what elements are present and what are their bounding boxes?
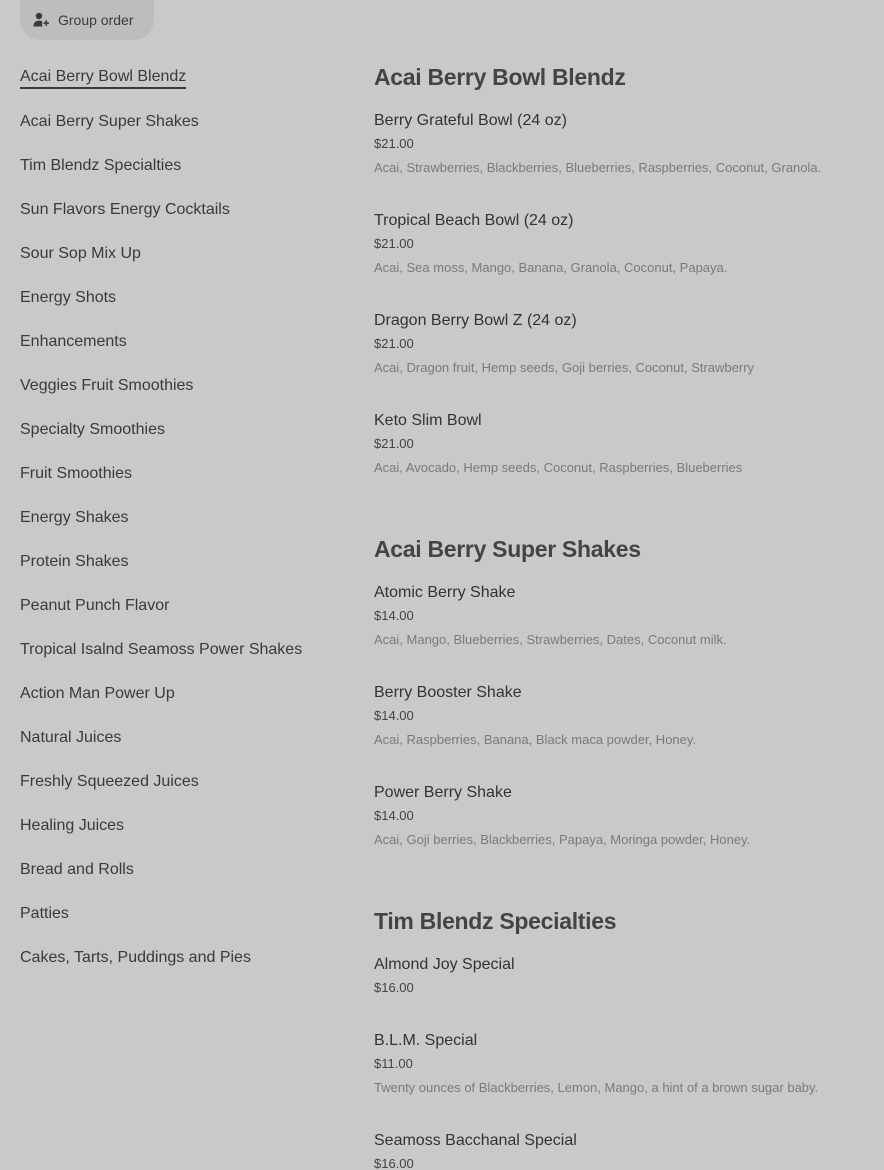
item-price: $14.00 [374, 808, 414, 823]
sidebar-item-fruit-smoothies[interactable] [20, 452, 350, 496]
item-name: Atomic Berry Shake [374, 584, 516, 601]
item-description: Acai, Goji berries, Blackberries, Papaya, Moringa powder, Honey. [374, 832, 751, 847]
item-name: Berry Booster Shake [374, 684, 522, 701]
sidebar-item-energy-shots[interactable] [20, 276, 350, 320]
item-price: $11.00 [374, 1056, 413, 1071]
sidebar-item-label: Tim Blendz Specialties [20, 157, 182, 174]
sidebar-item-label: Acai Berry Bowl Blendz [20, 68, 186, 89]
add-person-icon [32, 11, 50, 29]
sidebar-item-peanut-punch-flavor[interactable] [20, 584, 350, 628]
item-name: Keto Slim Bowl [374, 412, 482, 429]
menu-item[interactable] [374, 583, 874, 648]
section-title: Tim Blendz Specialties [374, 908, 617, 934]
sidebar-item-bread-and-rolls[interactable] [20, 848, 350, 892]
item-description: Acai, Avocado, Hemp seeds, Coconut, Raspberries, Blueberries [374, 460, 743, 475]
sidebar-item-label: Specialty Smoothies [20, 421, 165, 438]
menu-item[interactable] [374, 211, 874, 276]
sidebar-item-label: Fruit Smoothies [20, 465, 133, 482]
sidebar-item-label: Action Man Power Up [20, 685, 175, 702]
group-order-button[interactable] [20, 0, 154, 40]
item-description: Acai, Mango, Blueberries, Strawberries, Dates, Coconut milk. [374, 632, 727, 647]
sidebar-item-protein-shakes[interactable] [20, 540, 350, 584]
sidebar-item-sour-sop-mix-up[interactable] [20, 232, 350, 276]
sidebar-item-acai-berry-bowl-blendz[interactable] [20, 56, 350, 100]
sidebar-item-label: Tropical Isalnd Seamoss Power Shakes [20, 641, 303, 658]
sidebar-item-specialty-smoothies[interactable] [20, 408, 350, 452]
item-name: Almond Joy Special [374, 956, 515, 973]
sidebar-item-label: Cakes, Tarts, Puddings and Pies [20, 949, 251, 966]
section-title: Acai Berry Bowl Blendz [374, 64, 626, 90]
menu-item[interactable] [374, 1031, 874, 1096]
sidebar-item-tim-blendz-specialties[interactable] [20, 144, 350, 188]
sidebar-item-veggies-fruit-smoothies[interactable] [20, 364, 350, 408]
sidebar-item-sun-flavors-energy-cocktails[interactable] [20, 188, 350, 232]
sidebar-item-label: Veggies Fruit Smoothies [20, 377, 194, 394]
sidebar-item-healing-juices[interactable] [20, 804, 350, 848]
sidebar-item-label: Enhancements [20, 333, 127, 350]
sidebar-item-patties[interactable] [20, 892, 350, 936]
item-name: Tropical Beach Bowl (24 oz) [374, 212, 574, 229]
group-order-label: Group order [58, 12, 134, 28]
sidebar-item-energy-shakes[interactable] [20, 496, 350, 540]
item-price: $16.00 [374, 1156, 414, 1170]
sidebar-item-label: Acai Berry Super Shakes [20, 113, 199, 130]
sidebar-item-natural-juices[interactable] [20, 716, 350, 760]
sidebar-item-label: Patties [20, 905, 69, 922]
sidebar-item-label: Protein Shakes [20, 553, 129, 570]
item-description: Acai, Strawberries, Blackberries, Blueberries, Raspberries, Coconut, Granola. [374, 160, 822, 175]
category-sidebar [20, 56, 350, 980]
sidebar-item-label: Peanut Punch Flavor [20, 597, 170, 614]
item-price: $14.00 [374, 708, 414, 723]
menu-item[interactable] [374, 783, 874, 848]
sidebar-item-tropical-island-seamoss-power-shakes[interactable] [20, 628, 350, 672]
item-price: $16.00 [374, 980, 414, 995]
menu-item[interactable] [374, 111, 874, 176]
sidebar-item-label: Sun Flavors Energy Cocktails [20, 201, 230, 218]
item-description: Acai, Sea moss, Mango, Banana, Granola, Coconut, Papaya. [374, 260, 728, 275]
menu-item[interactable] [374, 955, 874, 996]
menu-item[interactable] [374, 1131, 874, 1170]
sidebar-item-freshly-squeezed-juices[interactable] [20, 760, 350, 804]
sidebar-item-label: Bread and Rolls [20, 861, 134, 878]
sidebar-item-label: Healing Juices [20, 817, 125, 834]
item-name: Dragon Berry Bowl Z (24 oz) [374, 312, 577, 329]
menu-item[interactable] [374, 411, 874, 476]
sidebar-item-label: Energy Shots [20, 289, 117, 306]
sidebar-item-label: Natural Juices [20, 729, 122, 746]
item-description: Twenty ounces of Blackberries, Lemon, Mango, a hint of a brown sugar baby. [374, 1080, 819, 1095]
item-name: Power Berry Shake [374, 784, 512, 801]
item-description: Acai, Dragon fruit, Hemp seeds, Goji berries, Coconut, Strawberry [374, 360, 755, 375]
item-price: $21.00 [374, 436, 414, 451]
section-title: Acai Berry Super Shakes [374, 536, 641, 562]
item-price: $21.00 [374, 336, 414, 351]
item-price: $14.00 [374, 608, 414, 623]
item-name: B.L.M. Special [374, 1032, 478, 1049]
item-name: Seamoss Bacchanal Special [374, 1132, 577, 1149]
item-name: Berry Grateful Bowl (24 oz) [374, 112, 567, 129]
sidebar-item-label: Sour Sop Mix Up [20, 245, 141, 262]
menu-item[interactable] [374, 683, 874, 748]
item-price: $21.00 [374, 236, 414, 251]
sidebar-item-cakes-tarts-puddings-pies[interactable] [20, 936, 350, 980]
sidebar-item-label: Energy Shakes [20, 509, 129, 526]
item-price: $21.00 [374, 136, 414, 151]
item-description: Acai, Raspberries, Banana, Black maca powder, Honey. [374, 732, 697, 747]
sidebar-item-enhancements[interactable] [20, 320, 350, 364]
sidebar-item-label: Freshly Squeezed Juices [20, 773, 199, 790]
sidebar-item-action-man-power-up[interactable] [20, 672, 350, 716]
menu-item[interactable] [374, 311, 874, 376]
sidebar-item-acai-berry-super-shakes[interactable] [20, 100, 350, 144]
